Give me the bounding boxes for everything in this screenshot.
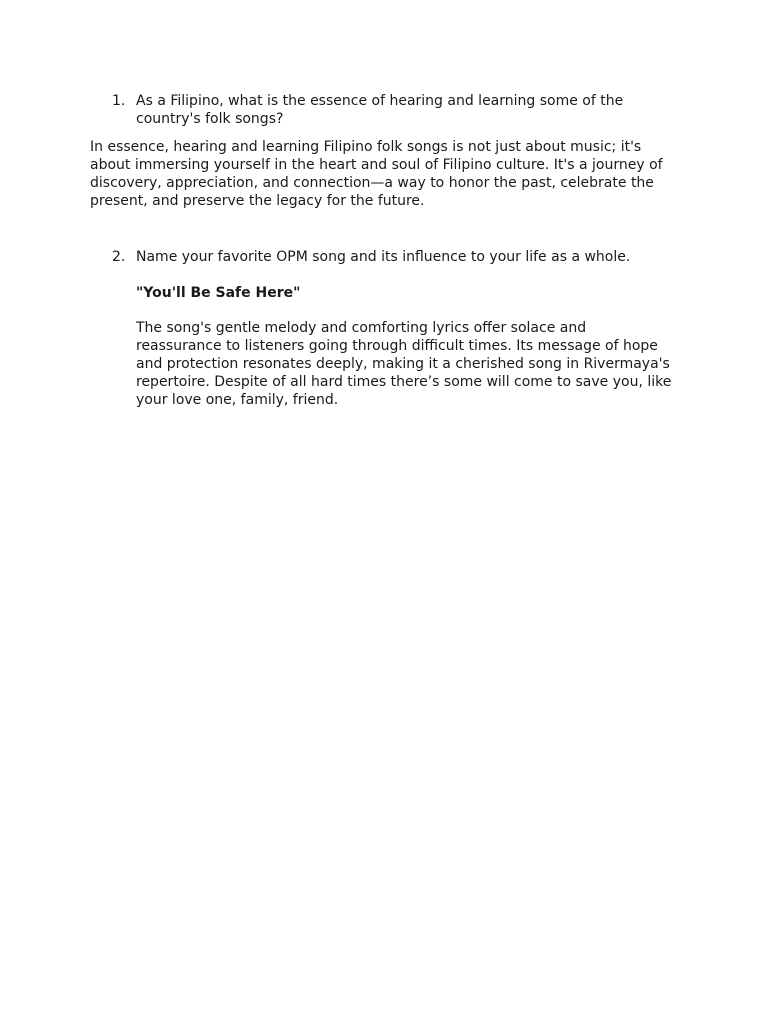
- question-1-text: As a Filipino, what is the essence of hearing and learning some of the country's folk songs?: [136, 93, 624, 127]
- answer-1-paragraph: In essence, hearing and learning Filipino folk songs is not just about music; it's about immersing yourself in the heart and soul of Filipino culture. It's a journey of discovery, appreciation, and connection—a way to honor the past, celebrate the present, and preserve the legacy for the future.: [90, 139, 663, 209]
- song-title: "You'll Be Safe Here": [136, 285, 301, 301]
- question-2-text: Name your favorite OPM song and its influence to your life as a whole.: [136, 249, 631, 265]
- question-1-number: 1.: [112, 93, 126, 109]
- question-2-number: 2.: [112, 249, 126, 265]
- answer-2-paragraph: The song's gentle melody and comforting lyrics offer solace and reassurance to listeners going through difficult times. Its message of hope and protection resonates deeply, making it a cherished song in Rivermaya's repertoire. Despite of all hard times there’s some will come to save you, like your love one, family, friend.: [136, 320, 672, 408]
